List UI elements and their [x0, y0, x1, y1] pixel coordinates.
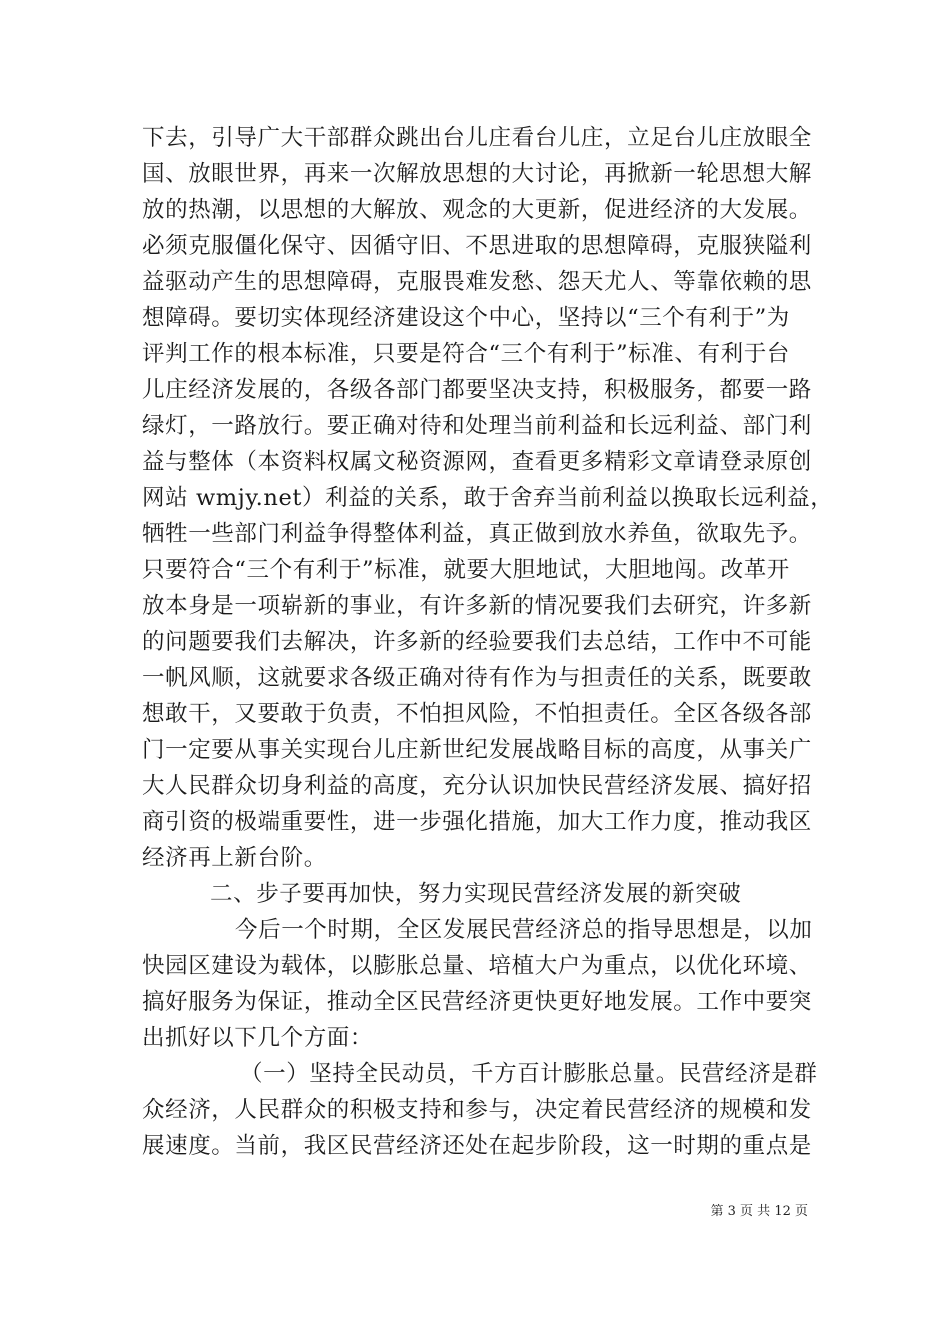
text-line: 想敢干，又要敢于负责，不怕担风险，不怕担责任。全区各级各部: [142, 701, 812, 727]
text-line: 出抓好以下几个方面：: [142, 1025, 374, 1051]
text-line: 商引资的极端重要性，进一步强化措施，加大工作力度，推动我区: [142, 809, 812, 835]
section-heading: 二、步子要再加快，努力实现民营经济发展的新突破: [210, 881, 742, 907]
text-line: 益与整体（本资料权属文秘资源网，查看更多精彩文章请登录原创: [142, 449, 812, 475]
text-line: 快园区建设为载体，以膨胀总量、培植大户为重点，以优化环境、: [142, 953, 812, 979]
text-line: 绿灯，一路放行。要正确对待和处理当前利益和长远利益、部门利: [142, 413, 812, 439]
text-line: 放的热潮，以思想的大解放、观念的大更新，促进经济的大发展。: [142, 197, 812, 223]
paragraph-first-line: 今后一个时期，全区发展民营经济总的指导思想是，以加: [235, 917, 813, 943]
text-line: 益驱动产生的思想障碍，克服畏难发愁、怨天尤人、等靠依赖的思: [142, 269, 812, 295]
text-line: 网站 wmjy.net）利益的关系，敢于舍弃当前利益以换取长远利益，: [142, 485, 834, 511]
text-line: 儿庄经济发展的，各级各部门都要坚决支持，积极服务，都要一路: [142, 377, 812, 403]
text-line: 大人民群众切身利益的高度，充分认识加快民营经济发展、搞好招: [142, 773, 812, 799]
page-number: 第 3 页 共 12 页: [710, 1204, 808, 1219]
text-line: 搞好服务为保证，推动全区民营经济更快更好地发展。工作中要突: [142, 989, 812, 1015]
text-line: 评判工作的根本标准，只要是符合“三个有利于”标准、有利于台: [142, 341, 790, 367]
text-line: 展速度。当前，我区民营经济还处在起步阶段，这一时期的重点是: [142, 1133, 812, 1159]
subsection-heading-line: （一）坚持全民动员，千方百计膨胀总量。民营经济是群: [240, 1061, 818, 1087]
text-line: 想障碍。要切实体现经济建设这个中心，坚持以“三个有利于”为: [142, 305, 790, 331]
text-line: 经济再上新台阶。: [142, 845, 327, 871]
text-line: 下去，引导广大干部群众跳出台儿庄看台儿庄，立足台儿庄放眼全: [142, 125, 812, 151]
text-line: 牺牲一些部门利益争得整体利益，真正做到放水养鱼，欲取先予。: [142, 521, 812, 547]
text-line: 放本身是一项崭新的事业，有许多新的情况要我们去研究，许多新: [142, 593, 812, 619]
text-line: 的问题要我们去解决，许多新的经验要我们去总结，工作中不可能: [142, 629, 812, 655]
text-line: 国、放眼世界，再来一次解放思想的大讨论，再掀新一轮思想大解: [142, 161, 812, 187]
text-line: 一帆风顺，这就要求各级正确对待有作为与担责任的关系，既要敢: [142, 665, 812, 691]
text-line: 只要符合“三个有利于”标准，就要大胆地试，大胆地闯。改革开: [142, 557, 790, 583]
text-line: 众经济，人民群众的积极支持和参与，决定着民营经济的规模和发: [142, 1097, 812, 1123]
text-line: 门一定要从事关实现台儿庄新世纪发展战略目标的高度，从事关广: [142, 737, 812, 763]
text-line: 必须克服僵化保守、因循守旧、不思进取的思想障碍，克服狭隘利: [142, 233, 812, 259]
